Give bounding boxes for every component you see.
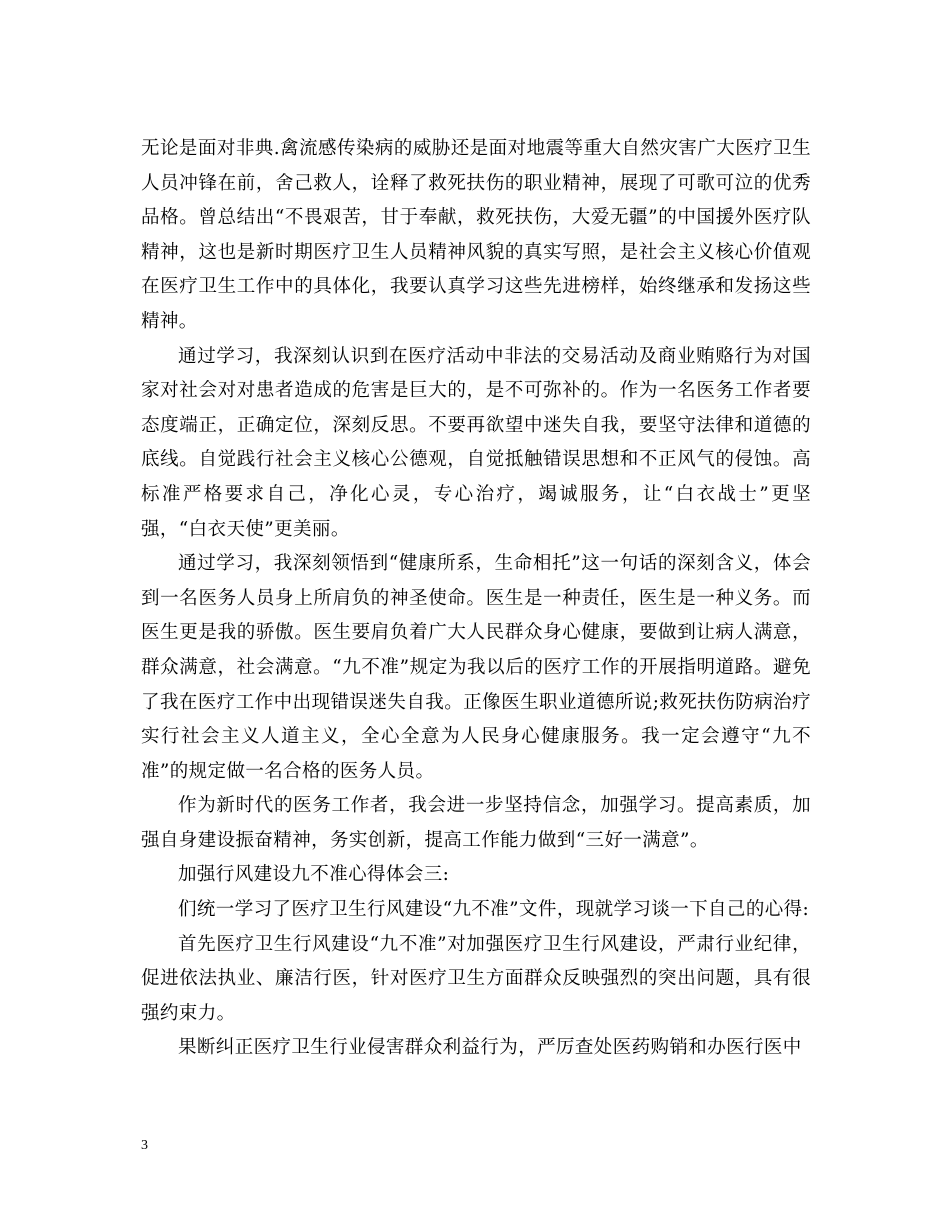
paragraph-7: 首先医疗卫生行风建设“九不准”对加强医疗卫生行风建设，严肃行业纪律，促进依法执业、廉洁行医，针对医疗卫生方面群众反映强烈的突出问题，具有很强约束力。 — [141, 933, 811, 1024]
paragraph-4: 作为新时代的医务工作者，我会进一步坚持信念，加强学习。提高素质，加强自身建设振奋精神，务实创新，提高工作能力做到“三好一满意”。 — [141, 795, 811, 851]
document-body — [141, 132, 811, 1066]
paragraph-1: 无论是面对非典.禽流感传染病的威胁还是面对地震等重大自然灾害广大医疗卫生人员冲锋在前，舍己救人，诠释了救死扶伤的职业精神，展现了可歌可泣的优秀品格。曾总结出“不畏艰苦，甘于奉献，救死扶伤，大爱无疆”的中国援外医疗队精神，这也是新时期医疗卫生人员精神风貌的真实写照，是社会主义核心价值观在医疗卫生工作中的具体化，我要认真学习这些先进榜样，始终继承和发扬这些精神。 — [141, 138, 811, 332]
paragraph-2: 通过学习，我深刻认识到在医疗活动中非法的交易活动及商业贿赂行为对国家对社会对对患者造成的危害是巨大的，是不可弥补的。作为一名医务工作者要态度端正，正确定位，深刻反思。不要再欲望中迷失自我，要坚守法律和道德的底线。自觉践行社会主义核心公德观，自觉抵触错误思想和不正风气的侵蚀。高标准严格要求自己，净化心灵，专心治疗，竭诚服务，让“白衣战士”更坚强，“白衣天使”更美丽。 — [141, 345, 811, 540]
section-heading: 加强行风建设九不准心得体会三: — [178, 864, 450, 886]
paragraph-6: 们统一学习了医疗卫生行风建设“九不准”文件，现就学习谈一下自己的心得: — [178, 899, 810, 921]
paragraph-3: 通过学习，我深刻领悟到“健康所系，生命相托”这一句话的深刻含义，体会到一名医务人员身上所肩负的神圣使命。医生是一种责任，医生是一种义务。而医生更是我的骄傲。医生要肩负着广大人民群众身心健康，要做到让病人满意，群众满意，社会满意。“九不准”规定为我以后的医疗工作的开展指明道路。避免了我在医疗工作中出现错误迷失自我。正像医生职业道德所说;救死扶伤防病治疗实行社会主义人道主义，全心全意为人民身心健康服务。我一定会遵守“九不准”的规定做一名合格的医务人员。 — [141, 553, 811, 782]
page-number: 3 — [141, 1138, 148, 1153]
paragraph-8: 果断纠正医疗卫生行业侵害群众利益行为，严厉查处医药购销和办医行医中 — [178, 1037, 802, 1059]
